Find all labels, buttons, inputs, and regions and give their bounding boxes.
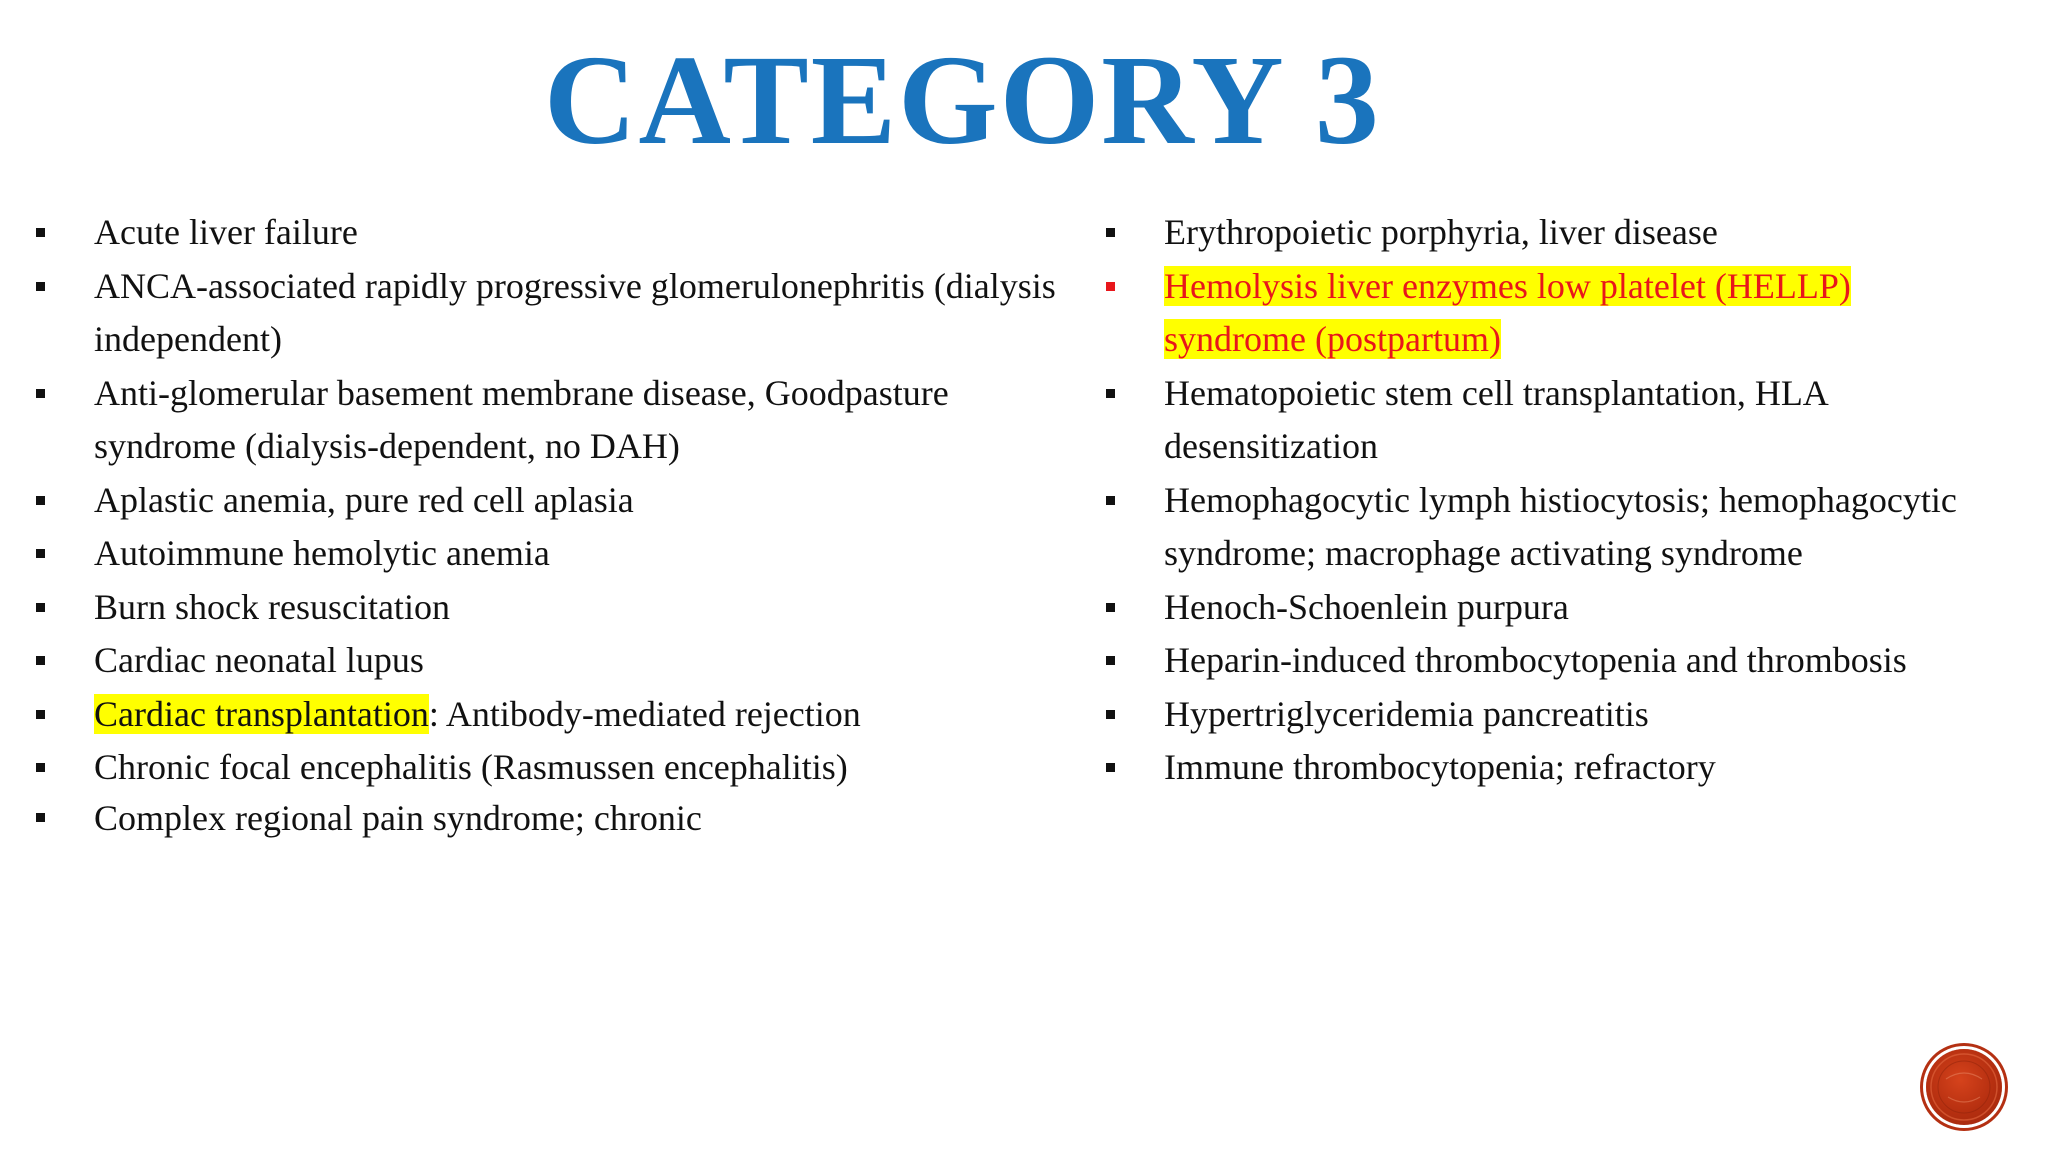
list-item-text: Aplastic anemia, pure red cell aplasia [94, 479, 634, 520]
square-bullet-icon [1106, 603, 1115, 612]
square-bullet-icon [36, 763, 45, 772]
square-bullet-icon [36, 389, 45, 398]
list-item-hellp [1106, 260, 2026, 367]
square-bullet-icon [36, 603, 45, 612]
square-bullet-icon [36, 228, 45, 237]
list-item-text: Burn shock resuscitation [94, 586, 450, 627]
list-item [36, 688, 1076, 742]
left-bullet-list [36, 206, 1076, 841]
square-bullet-icon [36, 282, 45, 291]
square-bullet-icon [36, 656, 45, 665]
list-item [1106, 367, 2026, 474]
list-item [36, 206, 1076, 260]
list-item [36, 741, 1076, 795]
list-item [1106, 474, 2026, 581]
list-item-text: Immune thrombocytopenia; refractory [1164, 747, 1716, 787]
square-bullet-icon [36, 813, 45, 822]
list-item-text: Anti-glomerular basement membrane disease, Goodpasture syndrome (dialysis-dependent, no DAH) [94, 372, 949, 466]
list-item-text: Henoch-Schoenlein purpura [1164, 586, 1569, 627]
square-bullet-icon [36, 549, 45, 558]
list-item [1106, 634, 2026, 688]
square-bullet-icon [36, 710, 45, 719]
list-item [36, 527, 1076, 581]
list-item [1106, 206, 2026, 260]
slide-title: CATEGORY 3 [544, 29, 1381, 171]
list-item-text: Autoimmune hemolytic anemia [94, 533, 550, 573]
seal-texture-icon [1926, 1049, 2002, 1125]
list-item-text: Heparin-induced thrombocytopenia and thrombosis [1164, 640, 1907, 680]
list-item [36, 260, 1076, 367]
list-item-text: : Antibody-mediated rejection [428, 693, 861, 734]
list-item-text: Cardiac neonatal lupus [94, 640, 424, 680]
list-item [36, 634, 1076, 688]
square-bullet-icon [1106, 496, 1115, 505]
square-bullet-icon [36, 496, 45, 505]
highlighted-text: syndrome (postpartum) [1164, 319, 1501, 359]
square-bullet-icon [1106, 389, 1115, 398]
square-bullet-icon [1106, 228, 1115, 237]
list-item-text: Erythropoietic porphyria, liver disease [1164, 212, 1718, 252]
list-item-text: Hemophagocytic lymph histiocytosis; hemophagocytic syndrome; macrophage activating syndrome [1164, 479, 1957, 573]
list-item [36, 474, 1076, 528]
square-bullet-icon [1106, 656, 1115, 665]
list-item-text: Chronic focal encephalitis (Rasmussen encephalitis) [94, 747, 848, 787]
highlighted-text: Cardiac transplantation [94, 693, 429, 734]
list-item [1106, 688, 2026, 742]
square-bullet-icon [1106, 710, 1115, 719]
list-item [1106, 741, 2026, 795]
list-item-text: Hematopoietic stem cell transplantation, HLA desensitization [1164, 372, 1827, 466]
circular-seal-icon [1926, 1049, 2002, 1125]
square-bullet-icon [1106, 282, 1115, 291]
list-item [1106, 581, 2026, 635]
highlighted-text: Hemolysis liver enzymes low platelet (HELLP) [1164, 265, 1851, 306]
list-item [36, 367, 1076, 474]
right-bullet-list [1106, 206, 2026, 795]
list-item-text: ANCA-associated rapidly progressive glomerulonephritis (dialysis independent) [94, 265, 1056, 359]
list-item [36, 581, 1076, 635]
list-item-text: Complex regional pain syndrome; chronic [94, 797, 702, 838]
square-bullet-icon [1106, 763, 1115, 772]
list-item-text: Acute liver failure [94, 212, 358, 252]
list-item-text: Hypertriglyceridemia pancreatitis [1164, 693, 1649, 734]
list-item [36, 795, 1076, 841]
